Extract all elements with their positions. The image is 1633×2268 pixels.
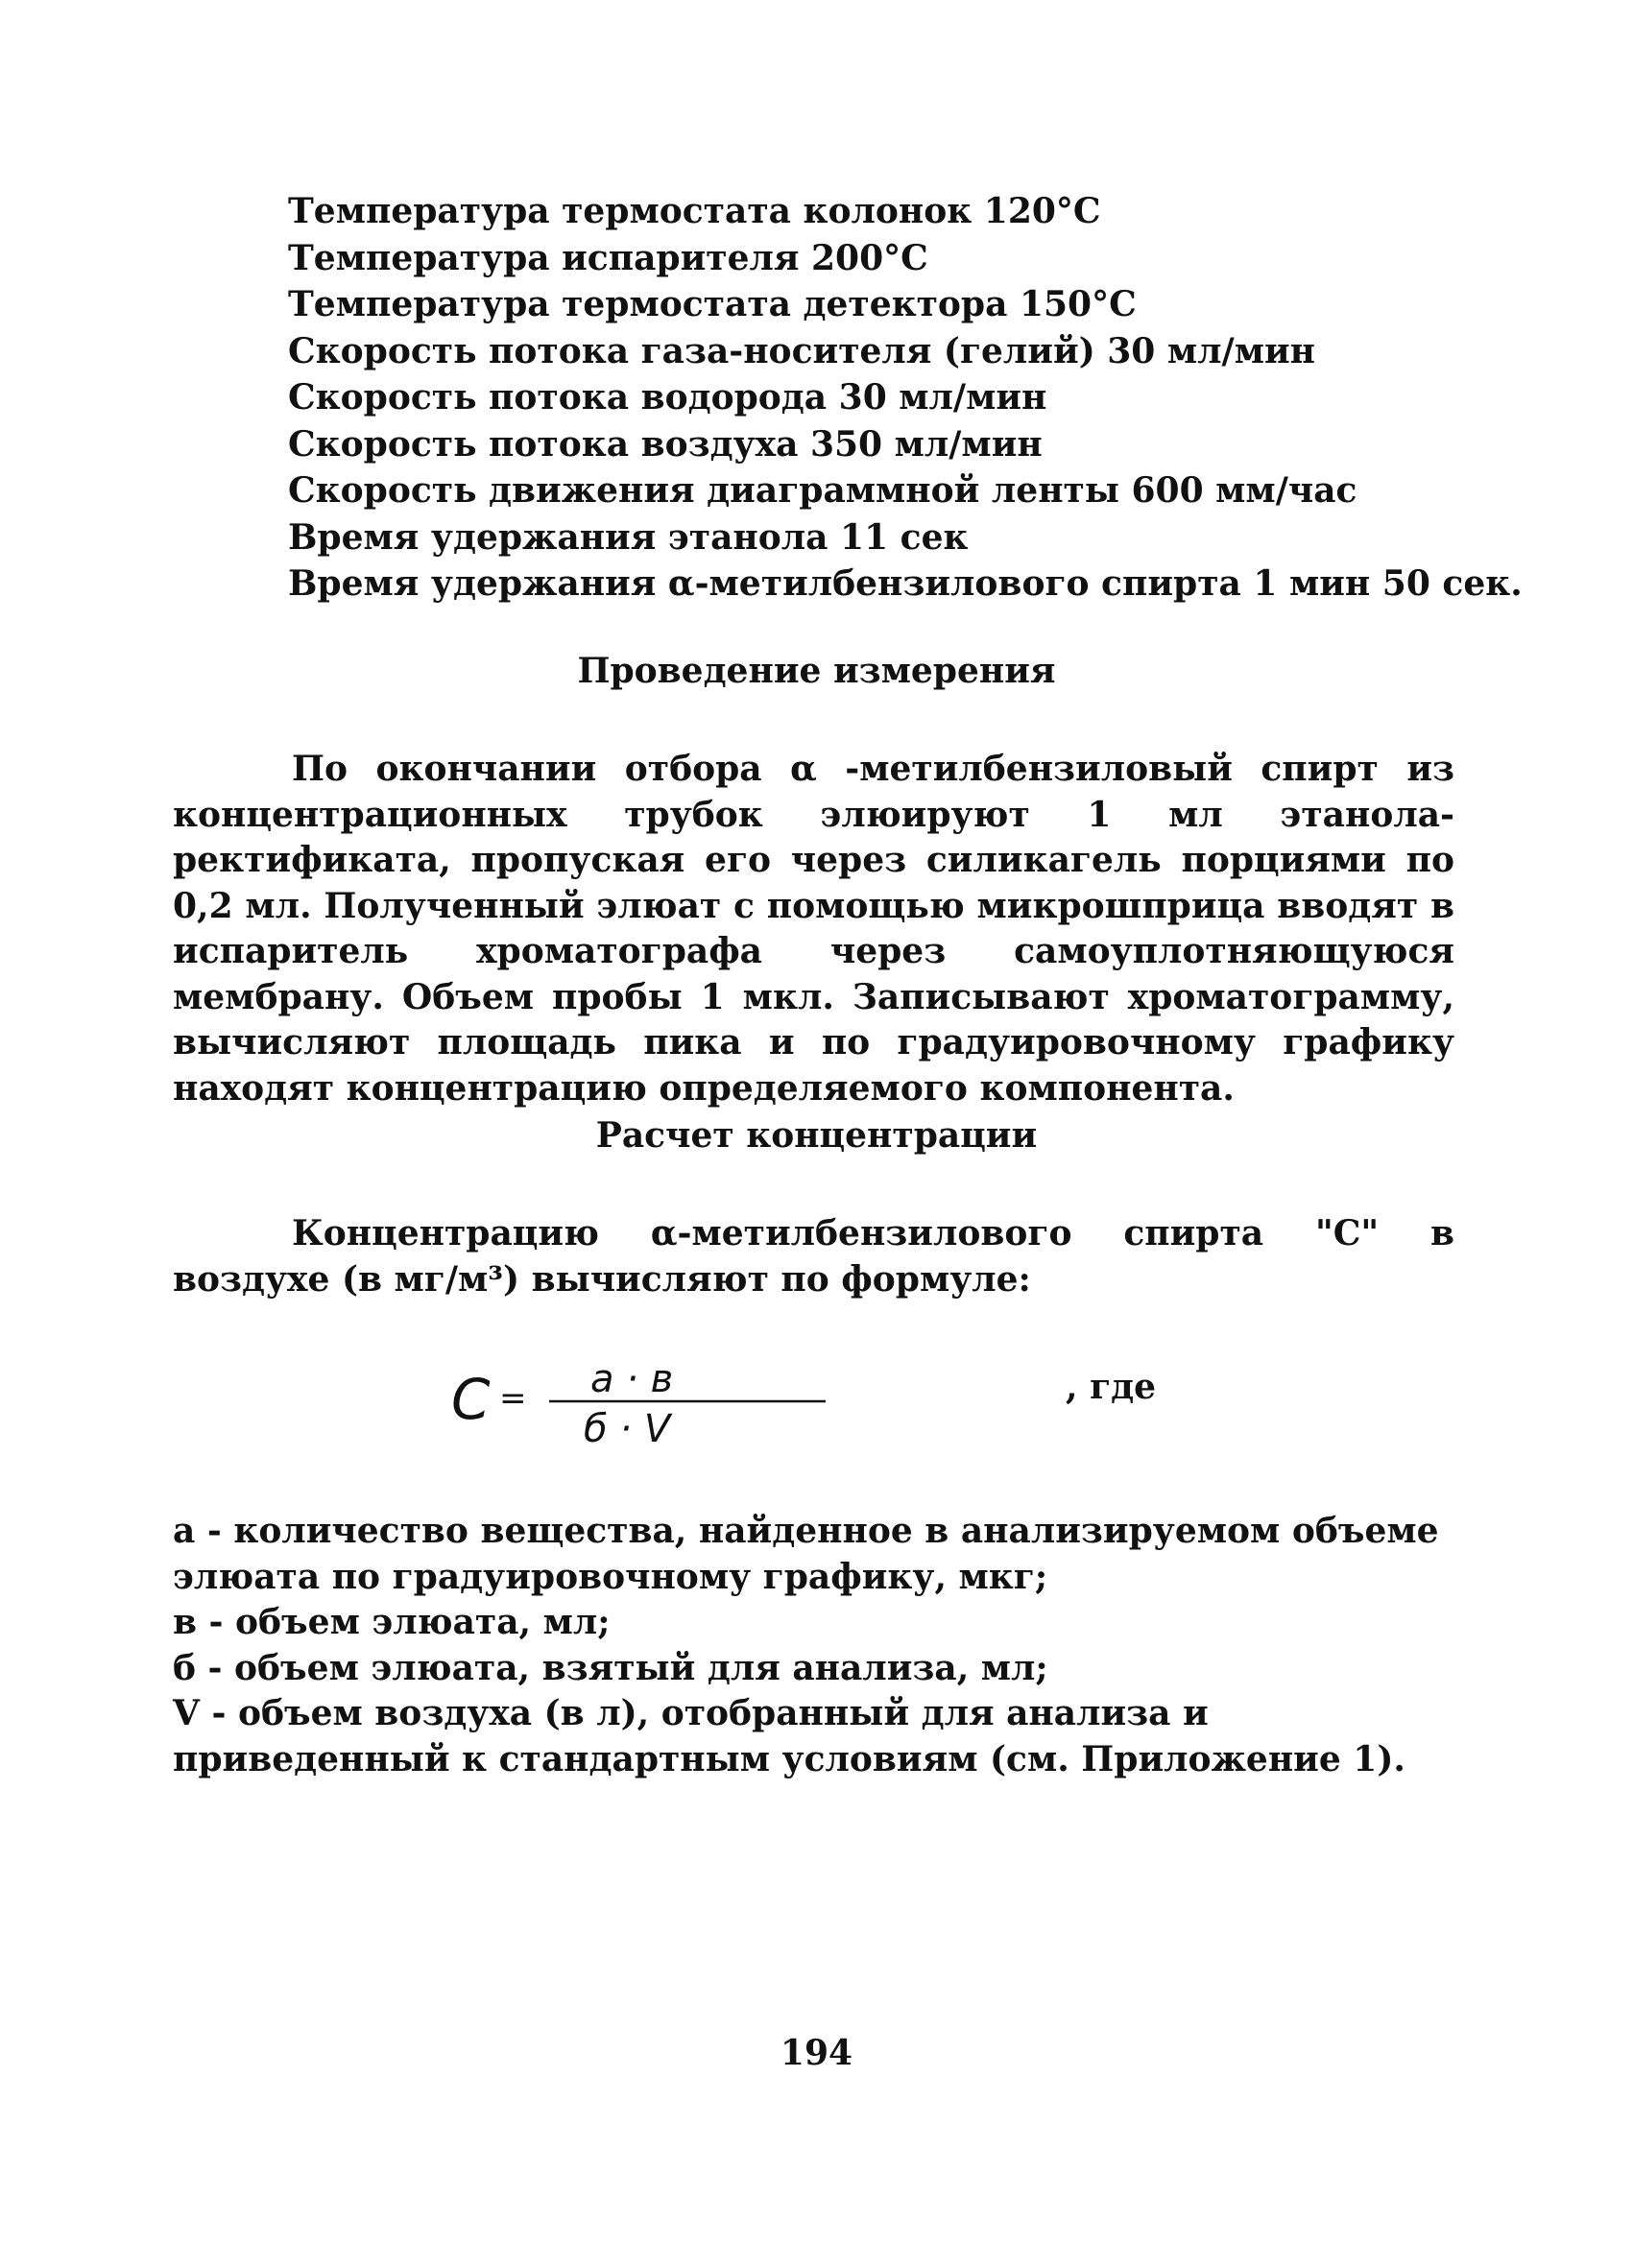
definitions-list	[173, 1509, 1454, 1782]
formula-numerator: а · в	[590, 1357, 674, 1401]
condition-line: Время удержания этанола 11 сек	[288, 516, 969, 558]
page-number: 194	[780, 2033, 853, 2073]
measurement-paragraph	[173, 747, 1454, 1111]
definition-item: б - объем элюата, взятый для анализа, мл;	[173, 1647, 1048, 1688]
section-heading-measurement: Проведение измерения	[577, 651, 1056, 691]
condition-line: Скорость движения диаграммной ленты 600 мм/час	[288, 470, 1357, 511]
formula-denominator: б · V	[584, 1407, 671, 1447]
condition-line: Время удержания α-метилбензилового спирта 1 мин 50 сек.	[288, 563, 1523, 604]
concentration-formula	[442, 1342, 1171, 1447]
condition-line: Скорость потока водорода 30 мл/мин	[288, 377, 1047, 418]
condition-line: Температура термостата детектора 150°С	[288, 284, 1137, 324]
formula-equals: =	[499, 1379, 527, 1418]
section-heading-calculation: Расчет концентрации	[595, 1115, 1038, 1156]
formula-where: , где	[1066, 1367, 1157, 1407]
definition-item: V - объем воздуха (в л), отобранный для анализа и приведенный к стандартным условиям (см. Приложение 1).	[173, 1693, 1405, 1779]
chromatography-conditions	[288, 188, 1523, 608]
formula-drawing	[442, 1342, 1171, 1447]
calculation-intro	[173, 1211, 1454, 1302]
formula-lhs: С	[451, 1367, 491, 1432]
condition-line: Температура термостата колонок 120°С	[288, 191, 1101, 231]
condition-line: Температура испарителя 200°С	[288, 237, 928, 278]
measurement-text: По окончании отбора α -метилбензиловый спирт из концентрационных трубок элюируют 1 мл этанола-ректификата, пропуская его через силикагель порциями по 0,2 мл. Полученный элюат с помощью микрошприца вводят в испаритель хроматографа через самоуплотняющуюся мембрану. Объем пробы 1 мкл. Записывают хроматограмму, вычисляют площадь пика и по градуировочному графику находят концентрацию определяемого компонента.	[173, 749, 1454, 1109]
condition-line: Скорость потока воздуха 350 мл/мин	[288, 423, 1043, 465]
calculation-intro-text: Концентрацию α-метилбензилового спирта "С" в воздухе (в мг/м³) вычисляют по формуле:	[173, 1213, 1454, 1300]
condition-line: Скорость потока газа-носителя (гелий) 30 мл/мин	[288, 330, 1316, 371]
definition-item: а - количество вещества, найденное в анализируемом объеме элюата по градуировочному графику, мкг;	[173, 1511, 1439, 1597]
definition-item: в - объем элюата, мл;	[173, 1602, 611, 1642]
